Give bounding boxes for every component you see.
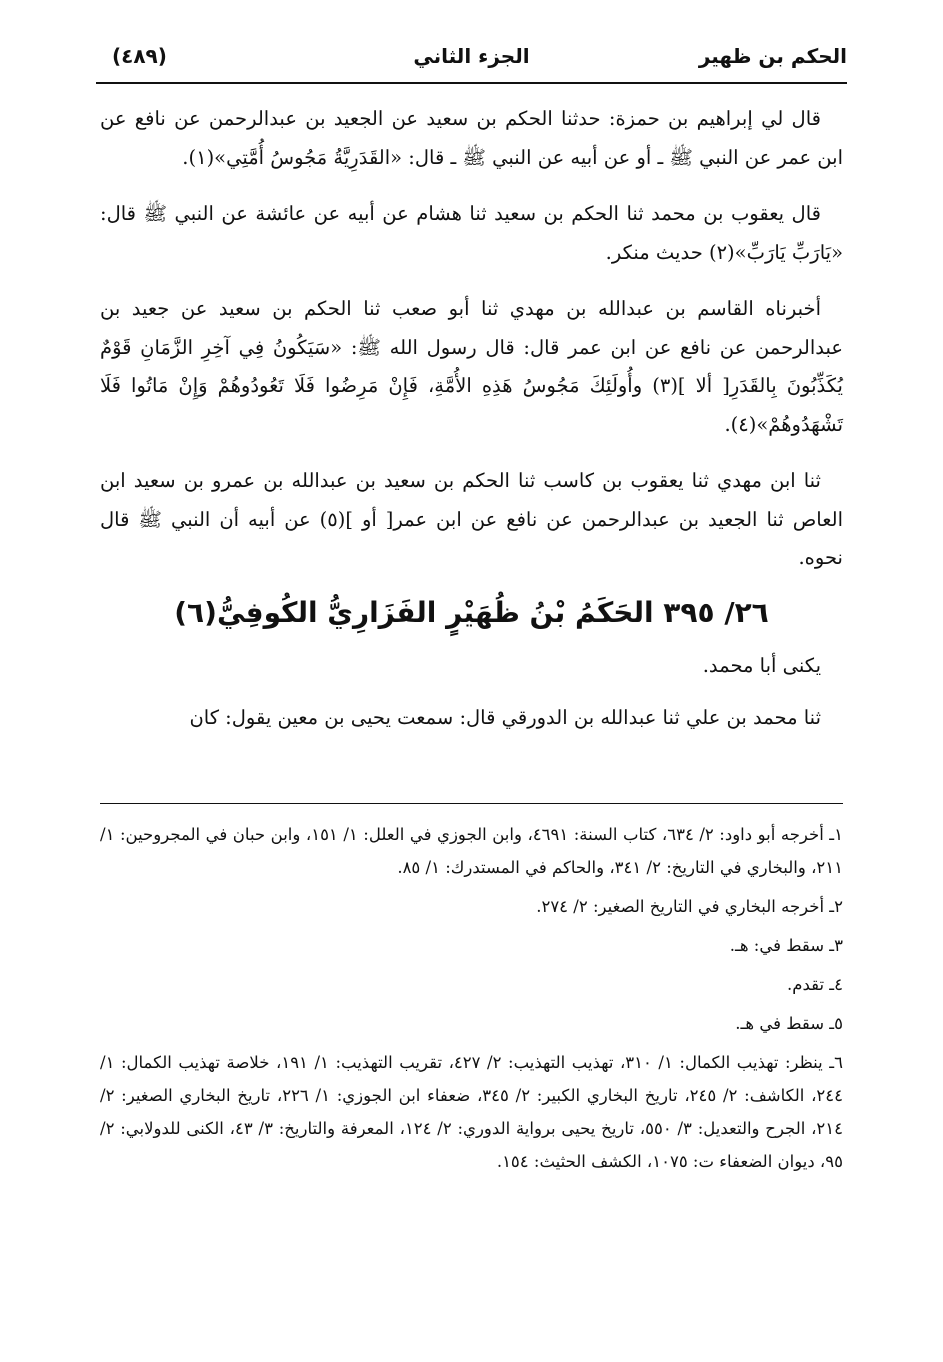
footnote-1: ١ـ أخرجه أبو داود: ٢/ ٦٣٤، كتاب السنة: ٤٦٩١، وابن الجوزي في العلل: ١/ ١٥١، وابن حبان في المجروحين: ١/ ٢١١، والبخاري في التاريخ: ٢/ ٣٤١، والحاكم في المستدرك: ١/ ٨٥.: [100, 825, 844, 877]
footnote-4: ٤ـ تقدم.: [786, 975, 843, 994]
page-header: [96, 38, 847, 82]
paragraph-6: ثنا محمد بن علي ثنا عبدالله بن الدورقي قال: سمعت يحيى بن معين يقول: كان: [189, 705, 821, 729]
main-text: [100, 100, 843, 737]
footnote-6: ٦ـ ينظر: تهذيب الكمال: ١/ ٣١٠، تهذيب التهذيب: ٢/ ٤٢٧، تقريب التهذيب: ١/ ١٩١، خلاصة تهذيب الكمال: ١/ ٢٤٤، الكاشف: ٢/ ٢٤٥، تاريخ البخاري الكبير: ٢/ ٣٤٥، ضعفاء ابن الجوزي: ١/ ٢٢٦، تاريخ البخاري الصغير: ٢/ ٢١٤، الجرح والتعديل: ٣/ ٥٥٠، تاريخ يحيى برواية الدوري: ٢/ ١٢٤، المعرفة والتاريخ: ٣/ ٤٣، الكنى للدولابي: ٢/ ٩٥، ديوان الضعفاء ت: ١٠٧٥، الكشف الحثيث: ١٥٤.: [100, 1053, 844, 1171]
paragraph-1: قال لي إبراهيم بن حمزة: حدثنا الحكم بن سعيد عن الجعيد بن عبدالرحمن عن نافع عن ابن عمر عن النبي ﷺ ـ أو عن أبيه عن النبي ﷺ ـ قال: «القَدَرِيَّةُ مَجُوسُ أُمَّتِي»(١).: [100, 107, 843, 169]
part-title: الجزء الثاني: [413, 44, 530, 68]
footnotes: [100, 818, 843, 1184]
paragraph-4: ثنا ابن مهدي ثنا يعقوب بن كاسب ثنا الحكم بن سعيد بن عبدالله بن عمرو بن سعيد ابن العاص ثنا الجعيد بن عبدالرحمن عن نافع عن ابن عمر[ أو ](٥) عن أبيه أن النبي ﷺ قال نحوه.: [100, 469, 843, 569]
footnote-5: ٥ـ سقط في هـ.: [735, 1014, 843, 1033]
header-rule: [96, 82, 847, 84]
footnote-2: ٢ـ أخرجه البخاري في التاريخ الصغير: ٢/ ٢٧٤.: [536, 897, 843, 916]
footnote-rule: [100, 803, 843, 804]
kunya-line: يكنى أبا محمد.: [702, 653, 821, 677]
paragraph-3: أخبرناه القاسم بن عبدالله بن مهدي ثنا أبو صعب ثنا الحكم بن سعيد عن جعيد بن عبدالرحمن عن نافع عن ابن عمر قال: قال رسول الله ﷺ: «سَيَكُونُ فِي آخِرِ الزَّمَانِ قَوْمٌ يُكَذِّبُونَ بِالقَدَرِ[ ألا ](٣) وأُولَئِكَ مَجُوسُ هَذِهِ الأُمَّةِ، فَإِنْ مَرِضُوا فَلَا تَعُودُوهُمْ وَإِنْ مَاتُوا فَلَا تَشْهَدُوهُمْ»(٤).: [100, 297, 843, 436]
paragraph-2: قال يعقوب بن محمد ثنا الحكم بن سعيد ثنا هشام عن أبيه عن عائشة عن النبي ﷺ قال: «يَارَبِّ يَارَبِّ»(٢) حديث منكر.: [100, 202, 843, 264]
entry-heading: ٢٦/ ٣٩٥ الحَكَمُ بْنُ ظُهَيْرٍ الفَزَارِيُّ الكُوفِيُّ(٦): [174, 595, 769, 629]
running-title: الحكم بن ظهير: [698, 44, 847, 68]
footnote-3: ٣ـ سقط في: هـ.: [729, 936, 843, 955]
page-number: (٤٨٩): [112, 44, 167, 68]
